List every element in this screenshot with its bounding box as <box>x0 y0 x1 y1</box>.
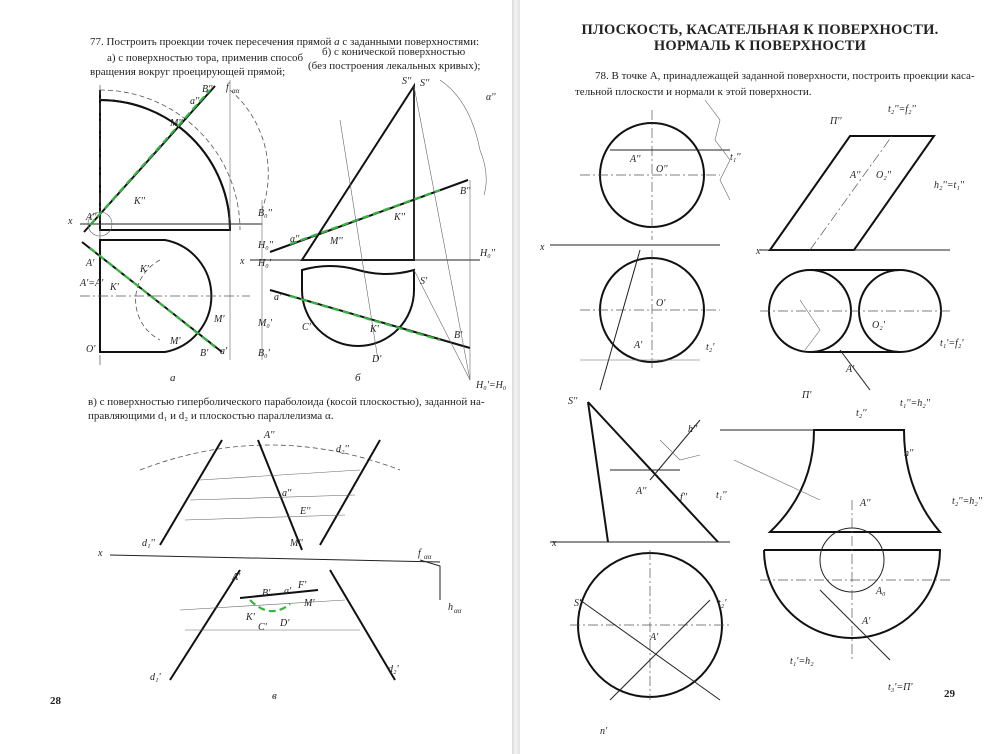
page-number-right: 29 <box>944 688 955 700</box>
svg-text:x: x <box>552 538 557 549</box>
problem-77-line1: 77. Построить проекции точек пересечения прямой a с заданными поверхностями: <box>90 36 480 48</box>
svg-text:Π'': Π'' <box>830 116 842 127</box>
svg-text:t₂''=f₂'': t₂''=f₂'' <box>888 104 916 115</box>
caption-c: в <box>272 690 277 702</box>
svg-text:O': O' <box>86 344 96 355</box>
svg-text:t₁'': t₁'' <box>730 152 741 163</box>
svg-text:h: h <box>448 602 453 613</box>
svg-text:h₂''=t₁'': h₂''=t₁'' <box>934 180 965 191</box>
svg-text:Π': Π' <box>802 390 812 401</box>
svg-text:S'': S'' <box>402 76 412 87</box>
svg-text:d₂': d₂' <box>388 664 399 675</box>
svg-text:K': K' <box>140 264 149 275</box>
svg-text:M'': M'' <box>170 118 183 129</box>
figure-cylinder <box>755 104 965 401</box>
svg-text:B': B' <box>200 348 209 359</box>
svg-text:αα: αα <box>232 87 240 95</box>
section-title-line1: ПЛОСКОСТЬ, КАСАТЕЛЬНАЯ К ПОВЕРХНОСТИ. <box>581 22 939 38</box>
svg-text:D': D' <box>372 354 382 365</box>
svg-text:a'': a'' <box>190 96 200 107</box>
svg-text:H₀': H₀' <box>258 258 271 269</box>
svg-text:A'': A'' <box>630 154 641 165</box>
svg-text:x: x <box>240 256 245 267</box>
svg-text:B'': B'' <box>460 186 471 197</box>
svg-text:B': B' <box>262 588 271 599</box>
page-number-left: 28 <box>50 695 61 707</box>
svg-text:A': A' <box>846 364 855 375</box>
svg-text:K'': K'' <box>134 196 145 207</box>
svg-text:M'': M'' <box>290 538 303 549</box>
problem-78-line1: 78. В точке A, принадлежащей заданной поверхности, построить проекции каса- <box>595 70 975 82</box>
svg-text:O': O' <box>656 298 666 309</box>
problem-77-part-c-line1: в) с поверхностью гиперболического параболоида (косой плоскостью), заданной на- <box>88 396 485 408</box>
svg-text:K': K' <box>370 324 379 335</box>
svg-text:M'': M'' <box>330 236 343 247</box>
figure-cone <box>550 396 730 737</box>
svg-text:A': A' <box>650 632 659 643</box>
svg-text:S': S' <box>574 598 582 609</box>
svg-text:S'': S'' <box>568 396 578 407</box>
svg-text:S': S' <box>420 276 428 287</box>
svg-text:t₂''=h₂'': t₂''=h₂'' <box>952 496 983 507</box>
svg-text:x: x <box>98 548 103 559</box>
svg-text:O₂': O₂' <box>872 320 885 331</box>
svg-text:O₂'': O₂'' <box>876 170 891 181</box>
svg-text:F': F' <box>298 580 307 591</box>
svg-text:E'': E'' <box>300 506 311 517</box>
svg-text:A'': A'' <box>86 212 97 223</box>
svg-text:a': a' <box>220 346 228 357</box>
svg-text:t₃'=Π': t₃'=Π' <box>888 682 913 693</box>
svg-text:M': M' <box>304 598 315 609</box>
svg-text:d₂'': d₂'' <box>336 444 349 455</box>
svg-text:H₀'=H₀: H₀'=H₀ <box>476 380 507 391</box>
svg-text:t₂': t₂' <box>706 342 715 353</box>
svg-text:a'': a'' <box>290 234 300 245</box>
svg-text:t₁'=h₂: t₁'=h₂ <box>790 656 814 667</box>
svg-text:A'': A'' <box>264 430 275 441</box>
svg-text:t₂': t₂' <box>718 598 727 609</box>
caption-b: б <box>355 372 361 384</box>
svg-text:A': A' <box>232 572 241 583</box>
svg-text:A': A' <box>634 340 643 351</box>
caption-a: а <box>170 372 176 384</box>
svg-text:S'': S'' <box>420 78 430 89</box>
svg-text:A₀: A₀ <box>876 586 886 597</box>
svg-text:t₁''=h₂'': t₁''=h₂'' <box>900 398 931 409</box>
book-gutter <box>512 0 520 754</box>
svg-text:C': C' <box>258 622 267 633</box>
svg-text:t₁'': t₁'' <box>716 490 727 501</box>
svg-text:a': a' <box>274 292 282 303</box>
section-title-line2: НОРМАЛЬ К ПОВЕРХНОСТИ <box>653 38 867 54</box>
problem-77-part-c-line2: правляющими d₁ и d₂ и плоскостью параллелизма α. <box>88 410 334 422</box>
svg-text:αα: αα <box>424 553 432 561</box>
svg-text:a'': a'' <box>282 488 292 499</box>
svg-text:x: x <box>540 242 545 253</box>
svg-text:a': a' <box>284 586 292 597</box>
svg-text:D': D' <box>280 618 290 629</box>
svg-text:α'': α'' <box>486 92 496 103</box>
svg-text:K'': K'' <box>394 212 405 223</box>
svg-text:A'': A'' <box>636 486 647 497</box>
svg-text:n'': n'' <box>904 448 914 459</box>
right-page <box>520 0 1000 754</box>
svg-text:O'': O'' <box>656 164 668 175</box>
svg-text:f: f <box>418 548 421 559</box>
problem-77-part-b-line1: б) с конической поверхностью <box>322 46 466 58</box>
svg-text:B': B' <box>454 330 463 341</box>
figure-sphere <box>539 100 741 390</box>
problem-77-part-a-line2: вращения вокруг проецирующей прямой; <box>90 66 286 78</box>
svg-text:H₀'': H₀'' <box>258 240 273 251</box>
svg-text:t₂'': t₂'' <box>856 408 867 419</box>
svg-text:d₁': d₁' <box>150 672 161 683</box>
svg-text:A'=A': A'=A' <box>80 278 104 289</box>
svg-text:f'': f'' <box>680 492 688 503</box>
svg-text:t₁'=f₂': t₁'=f₂' <box>940 338 964 349</box>
svg-text:αα: αα <box>454 607 462 615</box>
problem-78-line2: тельной плоскости и нормали к этой поверхности. <box>575 86 812 98</box>
svg-text:M': M' <box>170 336 181 347</box>
svg-text:M₀': M₀' <box>258 318 272 329</box>
svg-text:C': C' <box>302 322 311 333</box>
svg-text:B₀'': B₀'' <box>258 208 272 219</box>
problem-77-part-b-line2: (без построения лекальных кривых); <box>308 60 481 72</box>
svg-text:A'': A'' <box>850 170 861 181</box>
svg-text:M': M' <box>214 314 225 325</box>
svg-text:x: x <box>756 246 761 257</box>
svg-text:f: f <box>226 82 229 93</box>
svg-text:A': A' <box>86 258 95 269</box>
right-figures <box>520 0 1000 754</box>
figure-hyperboloid <box>720 398 983 693</box>
svg-text:K': K' <box>110 282 119 293</box>
svg-text:A': A' <box>862 616 871 627</box>
svg-text:h'': h'' <box>688 424 698 435</box>
svg-text:n': n' <box>600 726 608 737</box>
svg-text:K': K' <box>246 612 255 623</box>
svg-text:H₀'': H₀'' <box>480 248 495 259</box>
svg-text:x: x <box>68 216 73 227</box>
problem-77-part-a-line1: а) с поверхностью тора, применив способ <box>107 52 304 64</box>
svg-text:A'': A'' <box>860 498 871 509</box>
svg-text:B'': B'' <box>202 84 213 95</box>
svg-text:d₁'': d₁'' <box>142 538 155 549</box>
svg-text:B₀': B₀' <box>258 348 270 359</box>
